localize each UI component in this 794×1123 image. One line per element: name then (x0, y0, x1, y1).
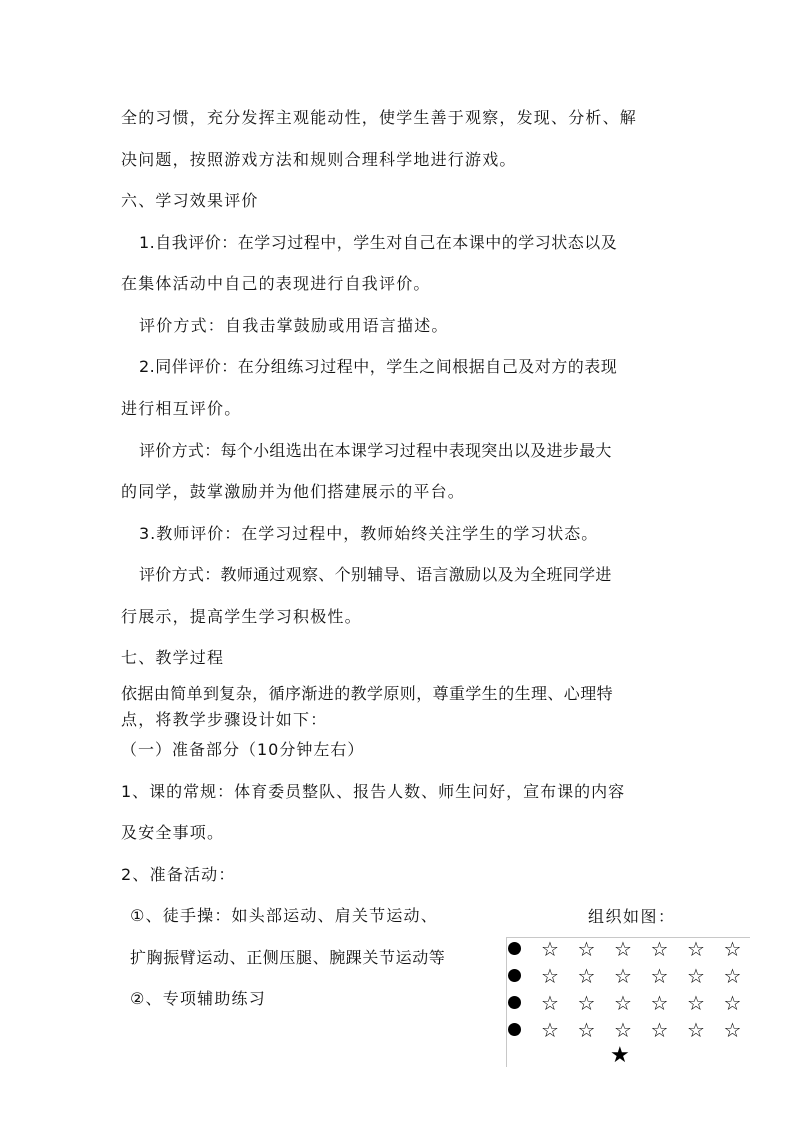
student-star-icon: ☆ (723, 937, 742, 961)
student-star-icon: ☆ (577, 964, 596, 988)
student-star-icon: ☆ (541, 1018, 559, 1042)
text-line: 评价方式：每个小组选出在本课学习过程中表现突出以及进步最大 (139, 441, 612, 460)
student-star-icon: ☆ (614, 964, 632, 988)
formation-label: 组织如图： (588, 907, 676, 926)
student-star-icon: ☆ (650, 991, 669, 1015)
formation-row (506, 965, 750, 987)
formation-row (506, 1019, 750, 1041)
student-star-icon: ☆ (687, 1018, 705, 1042)
text-line: 在集体活动中自己的表现进行自我评价。 (121, 274, 431, 293)
student-star-icon: ☆ (650, 964, 669, 988)
text-line: 2、准备活动： (121, 865, 236, 884)
student-star-icon: ☆ (723, 1018, 742, 1042)
student-star-icon: ☆ (541, 991, 559, 1015)
text-line: 的同学，鼓掌激励并为他们搭建展示的平台。 (121, 482, 466, 501)
student-star-icon: ☆ (614, 1018, 632, 1042)
text-line: 进行相互评价。 (121, 399, 242, 418)
student-star-icon: ☆ (577, 1018, 596, 1042)
text-line: ①、徒手操：如头部运动、肩关节运动、 (130, 906, 438, 925)
student-star-icon: ☆ (614, 937, 632, 961)
text-line: 3.教师评价：在学习过程中，教师始终关注学生的学习状态。 (139, 524, 599, 543)
text-line: 1、课的常规：体育委员整队、报告人数、师生问好，宣布课的内容 (121, 782, 626, 801)
text-line: 扩胸振臂运动、正侧压腿、腕踝关节运动等 (130, 948, 446, 967)
section-heading: 六、学习效果评价 (121, 191, 259, 210)
formation-diagram (506, 937, 750, 1067)
leader-dot-icon (508, 942, 521, 955)
text-line: 行展示，提高学生学习积极性。 (121, 607, 362, 626)
leader-dot-icon (508, 996, 521, 1009)
text-line: 决问题，按照游戏方法和规则合理科学地进行游戏。 (121, 150, 517, 169)
student-star-icon: ☆ (687, 991, 705, 1015)
text-line: ②、专项辅助练习 (130, 989, 266, 1008)
student-star-icon: ☆ (650, 1018, 669, 1042)
student-star-icon: ☆ (723, 991, 742, 1015)
text-line: 点，将教学步骤设计如下： (121, 710, 328, 729)
subsection-heading: （一）准备部分（10分钟左右） (121, 740, 365, 759)
formation-row (506, 938, 750, 960)
student-star-icon: ☆ (577, 991, 596, 1015)
section-heading: 七、教学过程 (121, 648, 225, 667)
text-line: 1.自我评价：在学习过程中，学生对自己在本课中的学习状态以及 (139, 233, 618, 252)
student-star-icon: ☆ (650, 937, 669, 961)
student-star-icon: ☆ (541, 937, 559, 961)
teacher-star-icon: ★ (610, 1043, 630, 1068)
leader-dot-icon (508, 969, 521, 982)
student-star-icon: ☆ (687, 937, 705, 961)
text-line: 全的习惯，充分发挥主观能动性，使学生善于观察，发现、分析、解 (121, 108, 638, 127)
text-line: 评价方式：教师通过观察、个别辅导、语言激励以及为全班同学进 (139, 565, 612, 584)
text-line: 及安全事项。 (121, 823, 225, 842)
student-star-icon: ☆ (614, 991, 632, 1015)
formation-row (506, 992, 750, 1014)
text-line: 2.同伴评价：在分组练习过程中，学生之间根据自己及对方的表现 (139, 357, 618, 376)
student-star-icon: ☆ (541, 964, 559, 988)
student-star-icon: ☆ (687, 964, 705, 988)
student-star-icon: ☆ (723, 964, 742, 988)
student-star-icon: ☆ (577, 937, 596, 961)
text-line: 依据由简单到复杂，循序渐进的教学原则，尊重学生的生理、心理特 (121, 684, 614, 703)
leader-dot-icon (508, 1023, 521, 1036)
text-line: 评价方式：自我击掌鼓励或用语言描述。 (139, 316, 449, 335)
